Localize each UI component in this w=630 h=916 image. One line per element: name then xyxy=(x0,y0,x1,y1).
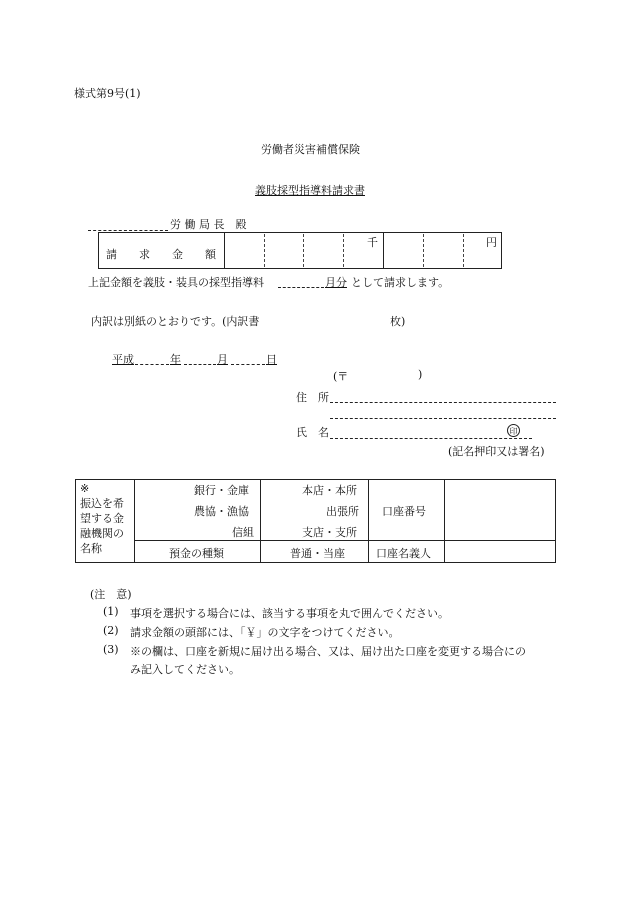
thousand-unit: 千 xyxy=(367,236,378,249)
statement-prefix: 上記金額を義肢・装具の採型指導料 xyxy=(88,276,264,289)
addressee: 労 働 局 長 殿 xyxy=(170,218,247,231)
bank-table-col xyxy=(368,479,369,563)
document-title: 義肢採型指導料請求書 xyxy=(255,184,365,197)
insurance-title: 労働者災害補償保険 xyxy=(261,143,360,156)
date-month: 月 xyxy=(217,353,228,366)
bank-header-line: 名称 xyxy=(80,542,102,555)
note-text: 請求金額の頭部には、「￥」の文字をつけてください。 xyxy=(130,626,400,639)
yen-unit: 円 xyxy=(486,236,497,249)
amount-thousand-divider xyxy=(383,232,384,269)
address-line-2[interactable] xyxy=(330,418,556,419)
amount-label: 請 求 金 額 xyxy=(106,248,216,261)
note-number: (1) xyxy=(103,605,119,618)
amount-divider xyxy=(224,232,225,269)
seal-note: (記名押印又は署名) xyxy=(448,445,545,458)
bank-header-line: ※ xyxy=(80,482,90,495)
postal-label: (〒 xyxy=(333,370,349,383)
branch-type-main[interactable]: 本店・本所 xyxy=(302,484,357,497)
account-holder-label: 口座名義人 xyxy=(376,547,431,560)
bank-header-line: 望する金 xyxy=(80,512,124,525)
note-text: ※の欄は、口座を新規に届け出る場合、又は、届け出た口座を変更する場合にの xyxy=(130,645,526,658)
account-number-input[interactable] xyxy=(446,481,554,538)
seal-icon: 印 xyxy=(507,424,520,437)
date-era: 平成 xyxy=(112,353,134,366)
bank-table-col xyxy=(444,479,445,563)
month-line[interactable] xyxy=(278,287,324,288)
bank-header-line: 振込を希 xyxy=(80,497,124,510)
bank-table-col xyxy=(260,479,261,563)
bank-header xyxy=(80,481,124,556)
institution-type-credit[interactable]: 信組 xyxy=(232,526,254,539)
institution-type-coop[interactable]: 農協・漁協 xyxy=(194,505,249,518)
breakdown-count-suffix: 枚) xyxy=(390,315,406,328)
date-day-line[interactable] xyxy=(231,364,265,365)
name-label: 氏 名 xyxy=(296,426,329,439)
bureau-name-line[interactable] xyxy=(88,230,168,231)
form-number: 様式第9号(1) xyxy=(74,87,141,100)
bank-header-line: 融機関の xyxy=(80,527,124,540)
branch-type-office[interactable]: 出張所 xyxy=(326,505,359,518)
date-day: 日 xyxy=(266,353,277,366)
date-month-line[interactable] xyxy=(184,364,216,365)
bank-table-col xyxy=(134,479,135,563)
account-number-label: 口座番号 xyxy=(382,505,426,518)
bank-table-row-divider xyxy=(134,540,556,541)
amount-digit-divider xyxy=(423,234,424,267)
address-label: 住 所 xyxy=(296,391,329,404)
note-text-continued: み記入してください。 xyxy=(130,663,240,676)
note-text: 事項を選択する場合には、該当する事項を丸で囲んでください。 xyxy=(130,607,449,620)
date-year-line[interactable] xyxy=(135,364,169,365)
date-year: 年 xyxy=(170,353,181,366)
address-line[interactable] xyxy=(330,402,556,403)
notes-title: (注 意) xyxy=(90,588,132,601)
deposit-type-values[interactable]: 普通・当座 xyxy=(290,547,345,560)
breakdown-text: 内訳は別紙のとおりです。(内訳書 xyxy=(91,315,260,328)
amount-digit-divider xyxy=(463,234,464,267)
amount-input[interactable] xyxy=(230,238,378,266)
postal-close: ) xyxy=(418,368,423,381)
note-number: (3) xyxy=(103,643,119,656)
statement-suffix: として請求します。 xyxy=(351,276,450,289)
note-number: (2) xyxy=(103,624,119,637)
branch-type-branch[interactable]: 支店・支所 xyxy=(302,526,357,539)
institution-type-bank[interactable]: 銀行・金庫 xyxy=(194,484,249,497)
deposit-type-label: 預金の種類 xyxy=(169,547,224,560)
account-holder-input[interactable] xyxy=(446,542,554,561)
name-line[interactable] xyxy=(330,438,532,439)
month-suffix: 月分 xyxy=(325,276,347,289)
